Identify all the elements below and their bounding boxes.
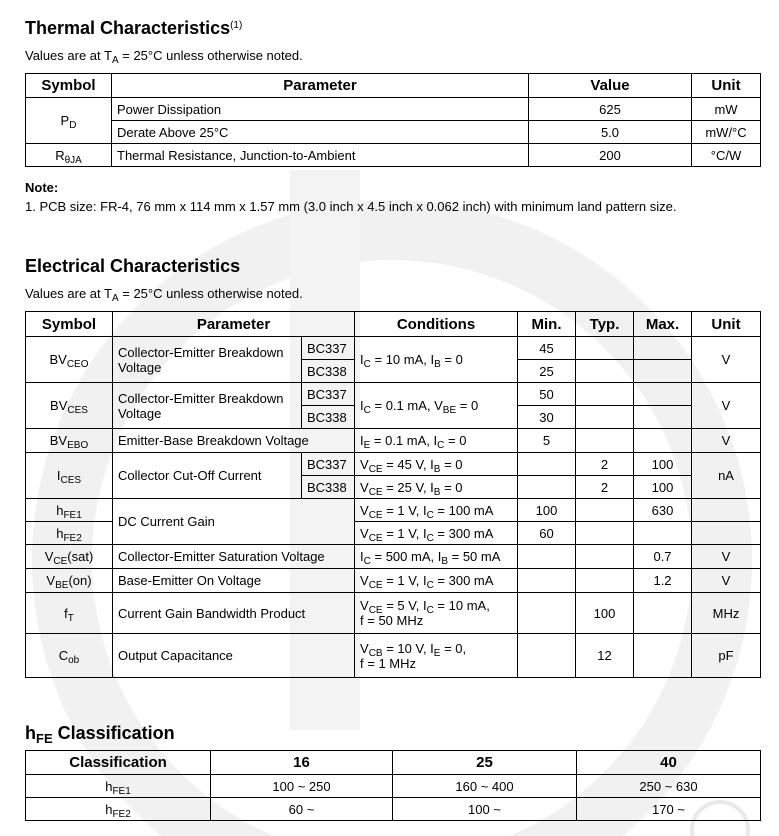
thermal-note: Note: 1. PCB size: FR-4, 76 mm x 114 mm x 1.57 mm (3.0 inch x 4.5 inch x 0.062 inch) with minimum land pattern size. — [25, 180, 677, 214]
symbol-bvceo: $BV_{CEO}$ — [26, 337, 113, 383]
min-cell: 45 — [518, 337, 576, 360]
device-cell: BC337 — [302, 337, 355, 360]
symbol-vbeon: $V_{BE}(on)$ — [26, 569, 113, 593]
symbol-ft: $f_T$ — [26, 593, 113, 634]
cond-cell: $I_C = 10$ mA, $I_B = 0$ — [355, 337, 518, 383]
header-value: Value — [529, 74, 692, 98]
header-symbol: Symbol — [26, 312, 113, 337]
table-row — [26, 337, 761, 360]
header-unit: Unit — [692, 74, 761, 98]
electrical-section — [25, 256, 303, 302]
device-cell: BC338 — [302, 406, 355, 429]
class-cell: 60 ~ — [211, 798, 393, 821]
device-cell: BC338 — [302, 360, 355, 383]
symbol-ices: $I_{CES}$ — [26, 453, 113, 499]
max-cell: 100 — [634, 476, 692, 499]
class-symbol: $h_{FE2}$ — [26, 798, 211, 821]
min-cell: 25 — [518, 360, 576, 383]
max-cell: 100 — [634, 453, 692, 476]
cond-cell: $I_C = 0.1$ mA, $V_{BE} = 0$ — [355, 383, 518, 429]
unit-cell: V — [692, 569, 761, 593]
value-cell: 5.0 — [529, 121, 692, 144]
header-parameter: Parameter — [113, 312, 355, 337]
hfe-class-section — [25, 723, 175, 749]
table-row — [26, 453, 761, 476]
typ-cell: 100 — [576, 593, 634, 634]
electrical-table — [25, 311, 761, 678]
param-cell: Power Dissipation — [112, 98, 529, 121]
param-cell: Thermal Resistance, Junction-to-Ambient — [112, 144, 529, 167]
header-16: 16 — [211, 751, 393, 775]
header-25: 25 — [393, 751, 577, 775]
table-row — [26, 775, 761, 798]
param-cell: Collector-Emitter Saturation Voltage — [113, 545, 355, 569]
symbol-cob: $C_{ob}$ — [26, 634, 113, 678]
max-cell: 1.2 — [634, 569, 692, 593]
device-cell: BC337 — [302, 453, 355, 476]
unit-cell: V — [692, 545, 761, 569]
hfe-class-title: $h_{FE}$ Classification — [25, 723, 175, 746]
table-row — [26, 121, 761, 144]
param-cell: Current Gain Bandwidth Product — [113, 593, 355, 634]
cond-cell: $V_{CE} = 1$ V, $I_C = 100$ mA — [355, 499, 518, 522]
symbol-hfe2: $h_{FE2}$ — [26, 522, 113, 545]
electrical-subtitle: Values are at $T_A = 25^\circ C$ unless otherwise noted. — [25, 286, 303, 304]
table-row — [26, 383, 761, 406]
device-cell: BC337 — [302, 383, 355, 406]
symbol-bvebo: $BV_{EBO}$ — [26, 429, 113, 453]
unit-cell: MHz — [692, 593, 761, 634]
symbol-hfe1: $h_{FE1}$ — [26, 499, 113, 522]
cond-cell: $I_E = 0.1$ mA, $I_C = 0$ — [355, 429, 518, 453]
unit-cell: mW — [692, 98, 761, 121]
cond-cell: $V_{CE} = 25$ V, $I_B = 0$ — [355, 476, 518, 499]
value-cell: 625 — [529, 98, 692, 121]
param-cell: Base-Emitter On Voltage — [113, 569, 355, 593]
table-row — [26, 569, 761, 593]
header-conditions: Conditions — [355, 312, 518, 337]
param-cell: Derate Above 25°C — [112, 121, 529, 144]
table-row — [26, 798, 761, 821]
param-cell: Emitter-Base Breakdown Voltage — [113, 429, 355, 453]
unit-cell: nA — [692, 453, 761, 499]
unit-cell: V — [692, 429, 761, 453]
max-cell: 0.7 — [634, 545, 692, 569]
class-cell: 170 ~ — [577, 798, 761, 821]
min-cell: 50 — [518, 383, 576, 406]
param-cell: Collector-Emitter Breakdown Voltage — [113, 337, 302, 383]
thermal-section — [25, 18, 303, 64]
table-row — [26, 634, 761, 678]
table-row — [26, 429, 761, 453]
header-parameter: Parameter — [112, 74, 529, 98]
unit-cell: mW/°C — [692, 121, 761, 144]
hfe-class-table — [25, 750, 761, 821]
electrical-title: Electrical Characteristics — [25, 256, 241, 276]
header-typ: Typ. — [576, 312, 634, 337]
symbol-rthja: $R_{\theta JA}$ — [26, 144, 112, 167]
cond-cell: $V_{CE} = 5$ V, $I_C = 10$ mA, f = 50 MHz — [355, 593, 518, 634]
unit-cell: V — [692, 383, 761, 429]
symbol-bvces: $BV_{CES}$ — [26, 383, 113, 429]
cond-cell: $V_{CE} = 45$ V, $I_B = 0$ — [355, 453, 518, 476]
header-classification: Classification — [26, 751, 211, 775]
unit-cell: V — [692, 337, 761, 383]
header-unit: Unit — [692, 312, 761, 337]
min-cell: 5 — [518, 429, 576, 453]
table-row — [26, 499, 761, 522]
class-cell: 100 ~ 250 — [211, 775, 393, 798]
table-row — [26, 98, 761, 121]
param-cell: Collector Cut-Off Current — [113, 453, 302, 499]
param-cell: DC Current Gain — [113, 499, 355, 545]
header-max: Max. — [634, 312, 692, 337]
typ-cell: 2 — [576, 476, 634, 499]
table-row — [26, 144, 761, 167]
class-cell: 100 ~ — [393, 798, 577, 821]
device-cell: BC338 — [302, 476, 355, 499]
cond-cell: $V_{CE} = 1$ V, $I_C = 300$ mA — [355, 522, 518, 545]
min-cell: 100 — [518, 499, 576, 522]
param-cell: Output Capacitance — [113, 634, 355, 678]
max-cell: 630 — [634, 499, 692, 522]
value-cell: 200 — [529, 144, 692, 167]
param-cell: Collector-Emitter Breakdown Voltage — [113, 383, 302, 429]
symbol-vcesat: $V_{CE}(sat)$ — [26, 545, 113, 569]
header-min: Min. — [518, 312, 576, 337]
unit-cell: pF — [692, 634, 761, 678]
class-symbol: $h_{FE1}$ — [26, 775, 211, 798]
class-cell: 160 ~ 400 — [393, 775, 577, 798]
thermal-subtitle: Values are at $T_A = 25^\circ C$ unless otherwise noted. — [25, 48, 303, 66]
min-cell: 30 — [518, 406, 576, 429]
thermal-table — [25, 73, 761, 167]
table-row — [26, 593, 761, 634]
cond-cell: $V_{CE} = 1$ V, $I_C = 300$ mA — [355, 569, 518, 593]
cond-cell: $V_{CB} = 10$ V, $I_E = 0$, f = 1 MHz — [355, 634, 518, 678]
symbol-pd: $P_D$ — [26, 98, 112, 144]
cond-cell: $I_C = 500$ mA, $I_B = 50$ mA — [355, 545, 518, 569]
header-40: 40 — [577, 751, 761, 775]
typ-cell: 2 — [576, 453, 634, 476]
typ-cell: 12 — [576, 634, 634, 678]
class-cell: 250 ~ 630 — [577, 775, 761, 798]
thermal-title: Thermal Characteristics$^{(1)}$ — [25, 18, 243, 38]
min-cell: 60 — [518, 522, 576, 545]
unit-cell: °C/W — [692, 144, 761, 167]
table-row — [26, 545, 761, 569]
header-symbol: Symbol — [26, 74, 112, 98]
